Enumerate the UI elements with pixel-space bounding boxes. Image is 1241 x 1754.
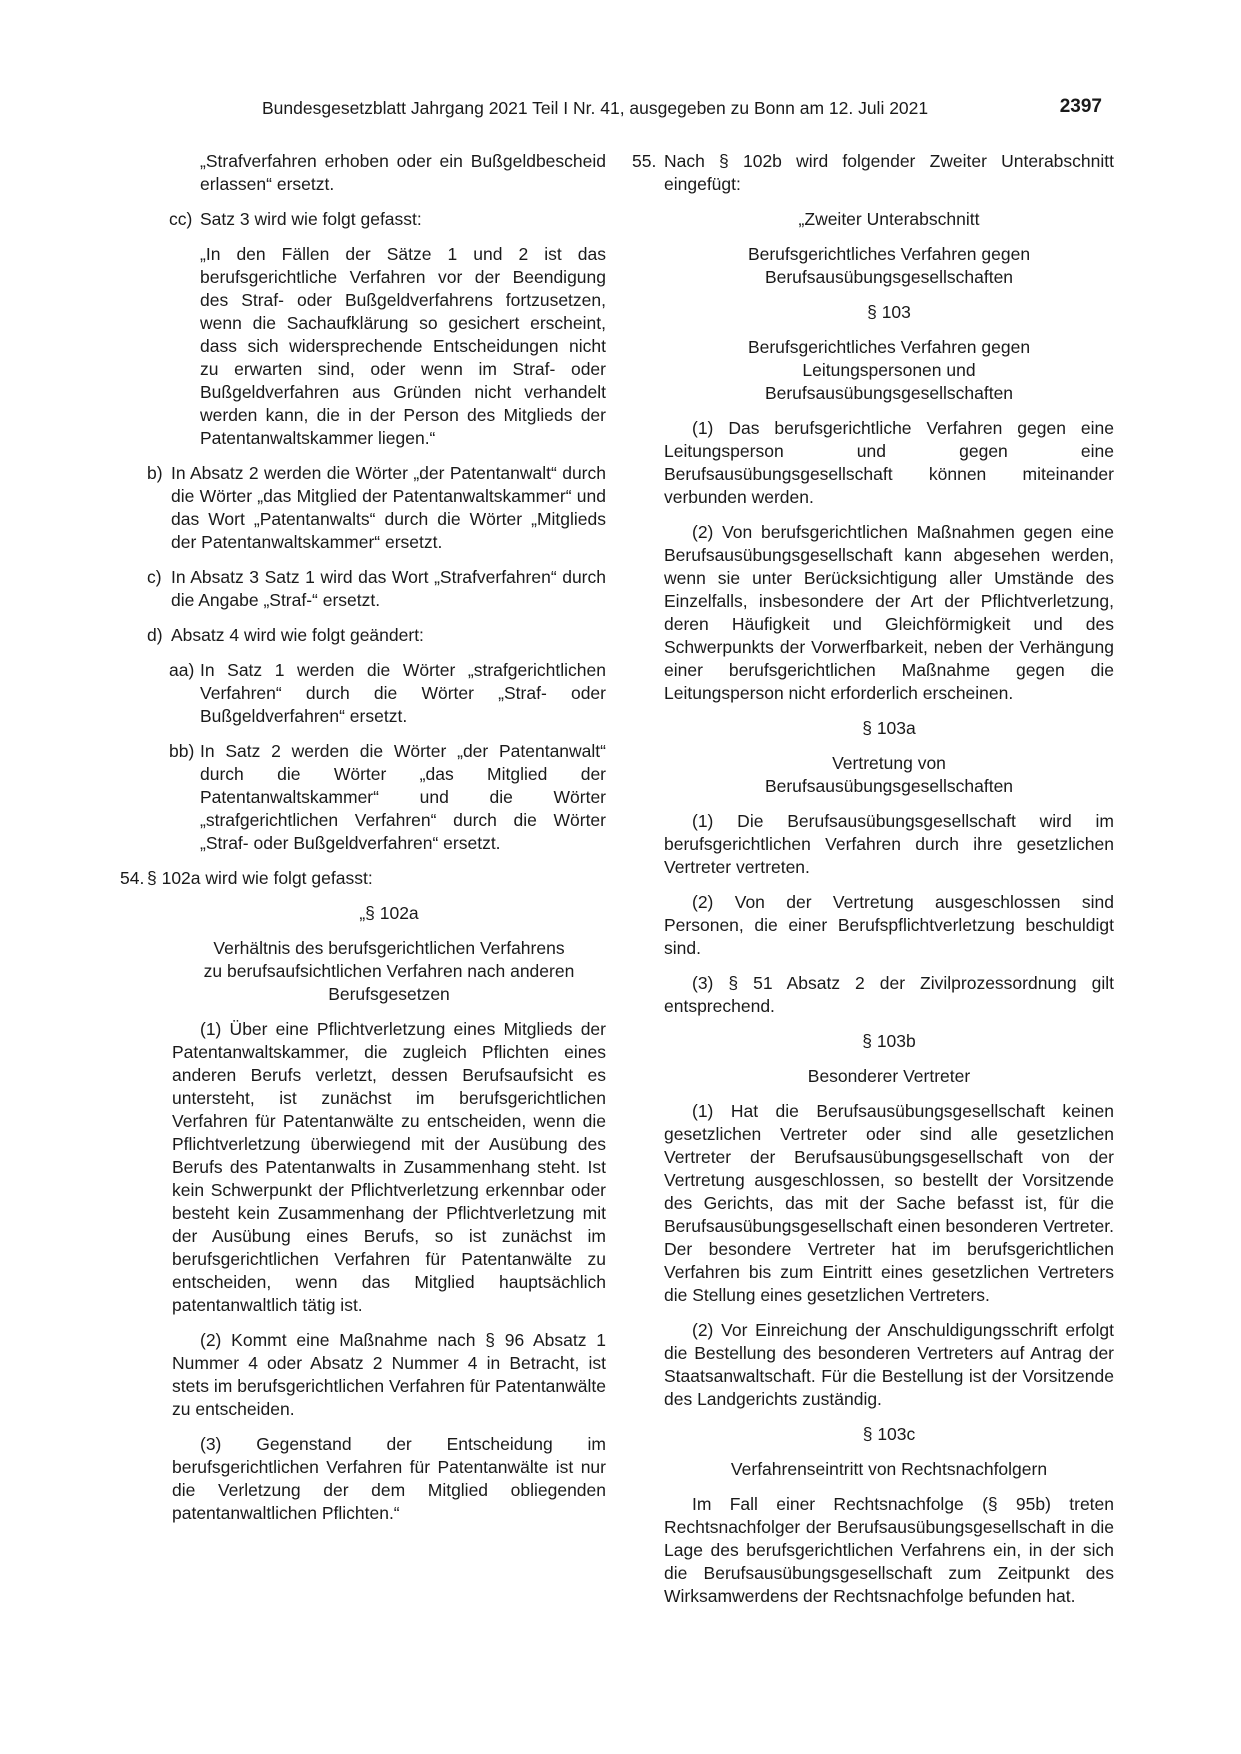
item-cc-text: Satz 3 wird wie folgt gefasst:	[200, 209, 422, 229]
section-102a-paragraph-3: (3) Gegenstand der Entscheidung im berufsgerichtlichen Verfahren für Patentanwälte ist nur die Verletzung der dem Mitglied obliegenden patentanwaltlichen Pflichten.“	[172, 1434, 606, 1523]
section-102a-paragraph-1: (1) Über eine Pflichtverletzung eines Mitglieds der Patentanwaltskammer, die zugleich Pflichten eines anderen Berufs verletzt, dessen Berufsaufsicht es untersteht, ist zunächst im berufsgerichtlichen Verfahren für Patentanwälte zu entscheiden, wenn die Pflichtverletzung überwiegend mit der Ausübung des Berufs des Patentanwalts in Zusammenhang steht. Ist kein Schwerpunkt der Pflichtverletzung erkennbar oder besteht kein Zusammenhang der Pflichtverletzung mit der Ausübung eines Berufs, so ist zunächst im berufsgerichtlichen Verfahren für Patentanwälte zu entscheiden, wenn das Mitglied hauptsächlich patentanwaltlich tätig ist.	[172, 1019, 606, 1315]
section-103a-title: § 103a	[862, 718, 916, 738]
item-bb-label: bb)	[169, 741, 195, 761]
item-55	[632, 150, 1114, 196]
section-102a-heading: Verhältnis des berufsgerichtlichen Verfahrens zu berufsaufsichtlichen Verfahren nach anderen Berufsgesetzen	[203, 938, 575, 1004]
section-102a-paragraph-2: (2) Kommt eine Maßnahme nach § 96 Absatz 1 Nummer 4 oder Absatz 2 Nummer 4 in Betracht, ist stets im berufsgerichtlichen Verfahren für Patentanwälte zu entscheiden.	[172, 1330, 606, 1419]
section-103a-paragraph-3: (3) § 51 Absatz 2 der Zivilprozessordnung gilt entsprechend.	[664, 973, 1114, 1016]
section-103-title: § 103	[867, 302, 911, 322]
subsection-title: „Zweiter Unterabschnitt	[798, 209, 980, 229]
item-aa-label: aa)	[169, 660, 195, 680]
section-103-paragraph-1: (1) Das berufsgerichtliche Verfahren gegen eine Leitungsperson und gegen eine Berufsausübungsgesellschaft können miteinander verbunden werden.	[664, 418, 1114, 507]
item-cc-quote: „In den Fällen der Sätze 1 und 2 ist das berufsgerichtliche Verfahren vor der Beendigung des Straf- oder Bußgeldverfahrens fortzusetzen, wenn die Sachaufklärung so gesichert erscheint, dass sich widersprechende Entscheidungen nicht zu erwarten sind, oder wenn im Straf- oder Bußgeldverfahren aus Gründen nicht verhandelt werden kann, die in der Person des Mitglieds der Patentanwaltskammer liegen.“	[200, 244, 606, 448]
section-103-paragraph-2: (2) Von berufsgerichtlichen Maßnahmen gegen eine Berufsausübungsgesellschaft kann abgesehen werden, wenn sie unter Berücksichtigung aller Umstände des Einzelfalls, insbesondere der Art der Pflichtverletzung, deren Häufigkeit und Gleichförmigkeit und des Schwerpunkts der Vorwerfbarkeit, neben der Verhängung einer berufsgerichtlichen Maßnahme gegen die Leitungsperson nicht erforderlich erscheinen.	[664, 522, 1114, 703]
item-54	[120, 867, 606, 890]
item-b-label: b)	[147, 463, 163, 483]
section-103c-paragraph-1: Im Fall einer Rechtsnachfolge (§ 95b) treten Rechtsnachfolger der Berufsausübungsgesellschaft in die Lage des berufsgerichtlichen Verfahrens ein, in der sich die Berufsausübungsgesellschaft zum Zeitpunkt des Wirksamwerdens der Rechtsnachfolge befunden hat.	[664, 1494, 1114, 1606]
item-55-label: 55.	[632, 151, 657, 171]
item-d	[147, 624, 606, 647]
header-title: Bundesgesetzblatt Jahrgang 2021 Teil I Nr. 41, ausgegeben zu Bonn am 12. Juli 2021	[262, 98, 929, 118]
item-c-text: In Absatz 3 Satz 1 wird das Wort „Strafverfahren“ durch die Angabe „Straf-“ ersetzt.	[171, 567, 606, 610]
item-aa-text: In Satz 1 werden die Wörter „strafgerichtlichen Verfahren“ durch die Wörter „Straf- oder Bußgeldverfahren“ ersetzt.	[200, 660, 606, 726]
item-bb-text: In Satz 2 werden die Wörter „der Patentanwalt“ durch die Wörter „das Mitglied der Patentanwaltskammer“ und die Wörter „strafgerichtlichen Verfahren“ durch die Wörter „Straf- oder Bußgeldverfahren“ ersetzt.	[200, 741, 606, 853]
section-103b-paragraph-1: (1) Hat die Berufsausübungsgesellschaft keinen gesetzlichen Vertreter oder sind alle gesetzlichen Vertreter der Berufsausübungsgesellschaft von der Vertretung ausgeschlossen, so bestellt der Vorsitzende des Gerichts, das mit der Sache befasst ist, für die Berufsausübungsgesellschaft einen besonderen Vertreter. Der besondere Vertreter hat im berufsgerichtlichen Verfahren bis zum Eintritt eines gesetzlichen Vertreters die Stellung eines gesetzlichen Vertreters.	[664, 1101, 1114, 1305]
section-103-heading: Berufsgerichtliches Verfahren gegen Leitungspersonen und Berufsausübungsgesellschaften	[747, 337, 1031, 403]
section-103c-heading: Verfahrenseintritt von Rechtsnachfolgern	[730, 1459, 1048, 1479]
page-header	[262, 98, 1102, 124]
section-103a-heading: Vertretung von Berufsausübungsgesellschaften	[764, 753, 1014, 796]
section-103a-paragraph-1: (1) Die Berufsausübungsgesellschaft wird im berufsgerichtlichen Verfahren durch ihre gesetzlichen Vertreter vertreten.	[664, 811, 1114, 877]
item-c	[147, 566, 606, 612]
item-b-text: In Absatz 2 werden die Wörter „der Patentanwalt“ durch die Wörter „das Mitglied der Patentanwaltskammer“ und das Wort „Patentanwalts“ durch die Wörter „Mitglieds der Patentanwaltskammer“ ersetzt.	[171, 463, 606, 552]
item-d-label: d)	[147, 625, 163, 645]
item-bb	[169, 740, 606, 855]
section-103b-paragraph-2: (2) Vor Einreichung der Anschuldigungsschrift erfolgt die Bestellung des besonderen Vertreters auf Antrag der Staatsanwaltschaft. Für die Bestellung ist der Vorsitzende des Landgerichts zuständig.	[664, 1320, 1114, 1409]
page-number: 2397	[1059, 96, 1102, 117]
item-b	[147, 462, 606, 554]
right-column	[632, 150, 1114, 1608]
item-d-text: Absatz 4 wird wie folgt geändert:	[171, 625, 424, 645]
section-103a-paragraph-2: (2) Von der Vertretung ausgeschlossen sind Personen, die einer Berufspflichtverletzung beschuldigt sind.	[664, 892, 1114, 958]
item-aa	[169, 659, 606, 728]
section-103c-title: § 103c	[862, 1424, 916, 1444]
subsection-heading: Berufsgerichtliches Verfahren gegen Berufsausübungsgesellschaften	[747, 244, 1031, 287]
item-cc	[169, 208, 606, 231]
item-55-text: Nach § 102b wird folgender Zweiter Unterabschnitt eingefügt:	[664, 151, 1114, 194]
section-103b-title: § 103b	[862, 1031, 916, 1051]
item-54-text: § 102a wird wie folgt gefasst:	[147, 868, 373, 888]
item-c-label: c)	[147, 567, 162, 587]
left-column	[120, 150, 606, 1525]
section-102a-title: „§ 102a	[359, 903, 419, 923]
item-bb-continuation: „Strafverfahren erhoben oder ein Bußgeldbescheid erlassen“ ersetzt.	[200, 151, 606, 194]
section-103b-heading: Besonderer Vertreter	[807, 1066, 971, 1086]
item-cc-label: cc)	[169, 209, 193, 229]
item-54-label: 54.	[120, 868, 145, 888]
